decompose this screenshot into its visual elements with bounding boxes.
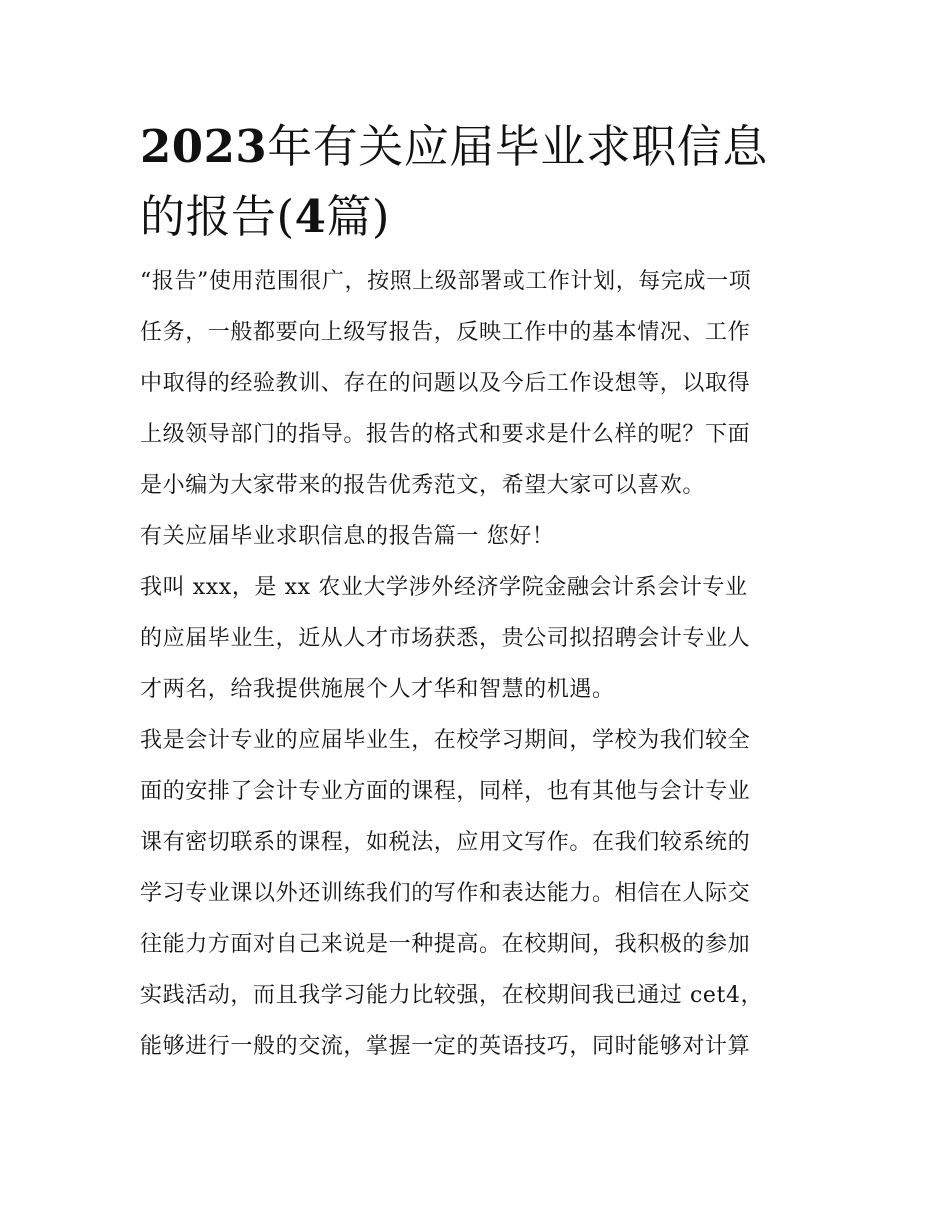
- document-body: [140, 112, 812, 1072]
- title-line2-post: 篇): [326, 190, 390, 244]
- text-line: 实践活动，而且我学习能力比较强，在校期间我已通过 cet4，: [140, 983, 764, 1009]
- text-line: 是小编为大家带来的报告优秀范文，希望大家可以喜欢。: [140, 473, 706, 499]
- text-line: 往能力方面对自己来说是一种提高。在校期间，我积极的参加: [140, 932, 751, 958]
- title-line2-pre: 的报告(: [140, 190, 295, 244]
- text-line: 课有密切联系的课程，如税法，应用文写作。在我们较系统的: [140, 830, 751, 856]
- text-line: 面的安排了会计专业方面的课程，同样，也有其他与会计专业: [140, 779, 751, 805]
- text-line: 上级领导部门的指导。报告的格式和要求是什么样的呢？下面: [140, 422, 751, 448]
- text-line: 的应届毕业生，近从人才市场获悉，贵公司拟招聘会计专业人: [140, 626, 751, 652]
- text-line: 学习专业课以外还训练我们的写作和表达能力。相信在人际交: [140, 881, 751, 907]
- text-line: 能够进行一般的交流，掌握一定的英语技巧，同时能够对计算: [140, 1034, 751, 1060]
- text-line: 我叫 xxx，是 xx 农业大学涉外经济学院金融会计系会计专业: [140, 575, 748, 601]
- text-line: 中取得的经验教训、存在的问题以及今后工作设想等，以取得: [140, 371, 751, 397]
- text-line: 才两名，给我提供施展个人才华和智慧的机遇。: [140, 677, 615, 703]
- document-title: [140, 112, 812, 252]
- section-heading: 有关应届毕业求职信息的报告篇一 您好！: [140, 524, 555, 550]
- title-count: 4: [294, 190, 327, 244]
- title-year: 2023: [140, 120, 268, 173]
- text-line: “报告”使用范围很广，按照上级部署或工作计划，每完成一项: [140, 269, 752, 295]
- title-line1-text: 年有关应届毕业求职信息: [267, 120, 768, 173]
- text-line: 任务，一般都要向上级写报告，反映工作中的基本情况、工作: [140, 320, 751, 346]
- text-line: 我是会计专业的应届毕业生，在校学习期间，学校为我们较全: [140, 728, 751, 754]
